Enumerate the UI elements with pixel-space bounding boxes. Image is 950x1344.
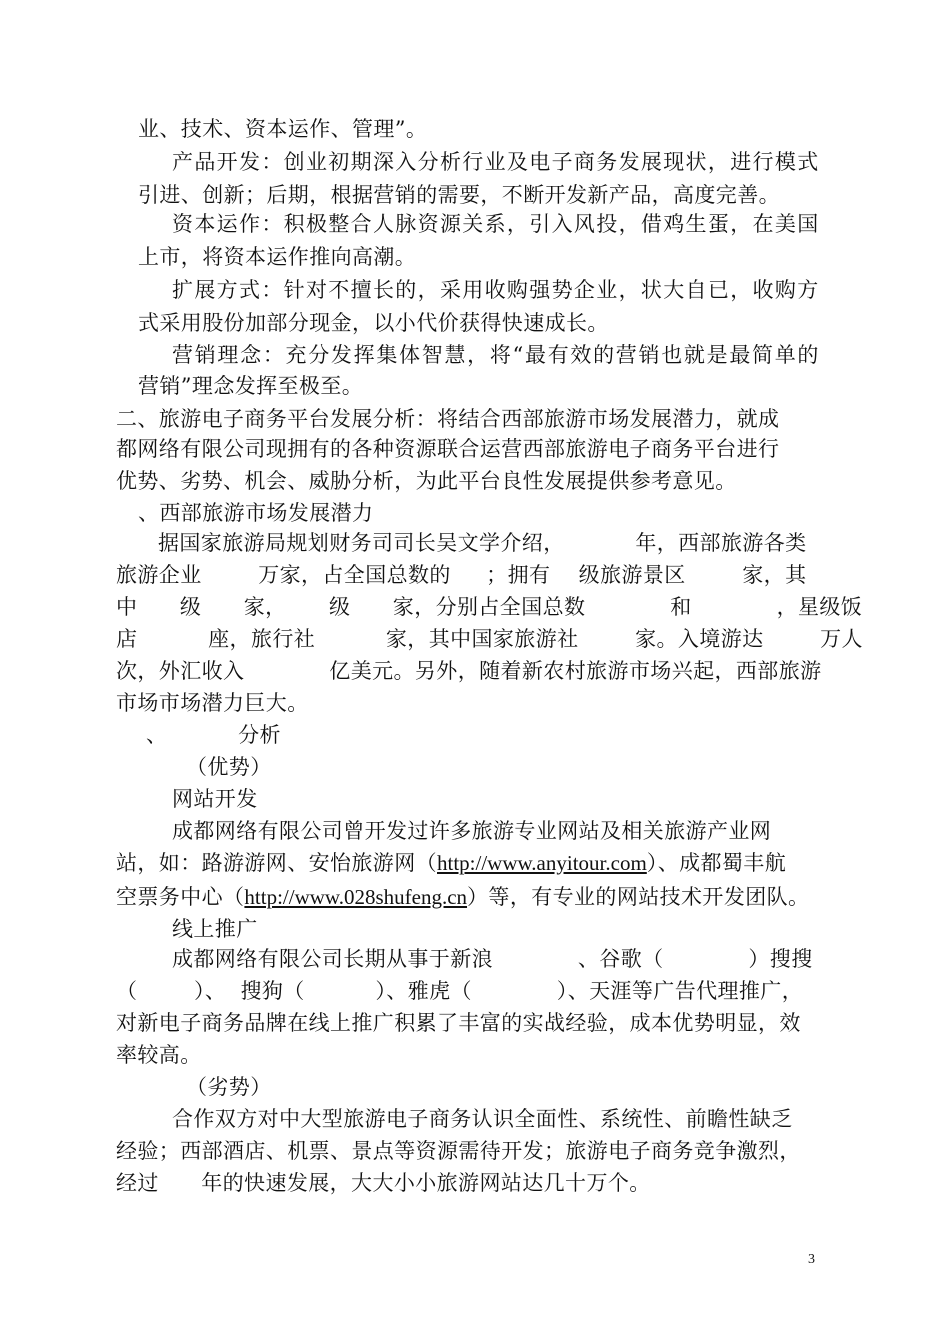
paragraph-line: 经验；西部酒店、机票、景点等资源需待开发；旅游电子商务竞争激烈， [116,1139,801,1163]
text-fragment: ）、成都蜀丰航 [646,851,787,875]
text-fragment: 站，如：路游游网、安怡旅游网（ [116,851,437,875]
paragraph-line: 都网络有限公司现拥有的各种资源联合运营西部旅游电子商务平台进行 [116,437,780,461]
paragraph-line: 合作双方对中大型旅游电子商务认识全面性、系统性、前瞻性缺乏 [172,1107,793,1131]
subsection-heading: （优势） [186,755,272,779]
paragraph-line: （ ）、 搜狗（ ）、雅虎（ ）、天涯等广告代理推广， [116,979,804,1003]
paragraph-line: 次，外汇收入 亿美元。另外，随着新农村旅游市场兴起，西部旅游 [116,659,822,683]
paragraph-line: 市场市场潜力巨大。 [116,691,309,715]
subsection-heading: 网站开发 [172,787,258,811]
paragraph-line: 旅游企业 万家，占全国总数的 ；拥有 级旅游景区 家，其 [116,563,807,587]
paragraph-line: 中 级 家， 级 家，分别占全国总数 和 ，星级饭 [116,595,863,619]
paragraph-line: 成都网络有限公司长期从事于新浪 、谷歌（ ）搜搜 [172,947,813,971]
anyitour-link[interactable]: http://www.anyitour.com [437,851,647,875]
paragraph-line: 率较高。 [116,1043,202,1067]
shufeng-link[interactable]: http://www.028shufeng.cn [244,885,468,909]
page-number: 3 [808,1252,815,1267]
paragraph-line: 成都网络有限公司曾开发过许多旅游专业网站及相关旅游产业网 [172,819,772,843]
paragraph-line: 对新电子商务品牌在线上推广积累了丰富的实战经验，成本优势明显，效 [116,1011,801,1035]
paragraph-line: 上市，将资本运作推向高潮。 [138,245,417,269]
paragraph-line [116,846,819,880]
text-fragment: 空票务中心（ [116,885,245,909]
paragraph-line: 营 销 理 念 ： 充 分 发 挥 集 体 智 慧 ， 将 “ 最 有 效 的 营 销 也 就 是 最 简 单 的 [172,343,819,367]
paragraph-line: 扩 展 方 式 ： 针 对 不 擅 长 的 ， 采 用 收 购 强 势 企 业 ， 状 大 自 已 ， 收 购 方 [172,278,819,302]
paragraph-line [116,880,819,914]
text-fragment: ）等，有专业的网站技术开发团队。 [467,885,810,909]
paragraph-line: 业、技术、资本运作、管理”。 [138,117,428,141]
subsection-heading: 、西部旅游市场发展潜力 [138,501,374,525]
subsection-heading: 、 分析 [146,723,281,747]
paragraph-line: 店 座，旅行社 家，其中国家旅游社 家。入境游达 万人 [116,627,863,651]
paragraph-line: 经过 年的快速发展，大大小小旅游网站达几十万个。 [116,1171,651,1195]
paragraph-line: 引进、创新；后期，根据营销的需要，不断开发新产品，高度完善。 [138,183,780,207]
paragraph-line: 据国家旅游局规划财务司司长吴文学介绍， 年，西部旅游各类 [158,531,807,555]
paragraph-line: 营销”理念发挥至极至。 [138,374,364,398]
paragraph-line: 产 品 开 发 ： 创 业 初 期 深 入 分 析 行 业 及 电 子 商 务 发 展 现 状 ， 进 行 模 式 [172,150,819,174]
section-heading: 二、旅游电子商务平台发展分析：将结合西部旅游市场发展潜力，就成 [116,407,780,431]
paragraph-line: 式采用股份加部分现金，以小代价获得快速成长。 [138,311,609,335]
paragraph-line: 优势、劣势、机会、威胁分析，为此平台良性发展提供参考意见。 [116,469,737,493]
paragraph-line: 资 本 运 作 ： 积 极 整 合 人 脉 资 源 关 系 ， 引 入 风 投 ， 借 鸡 生 蛋 ， 在 美 国 [172,212,819,236]
subsection-heading: （劣势） [186,1075,272,1099]
subsection-heading: 线上推广 [172,917,258,941]
